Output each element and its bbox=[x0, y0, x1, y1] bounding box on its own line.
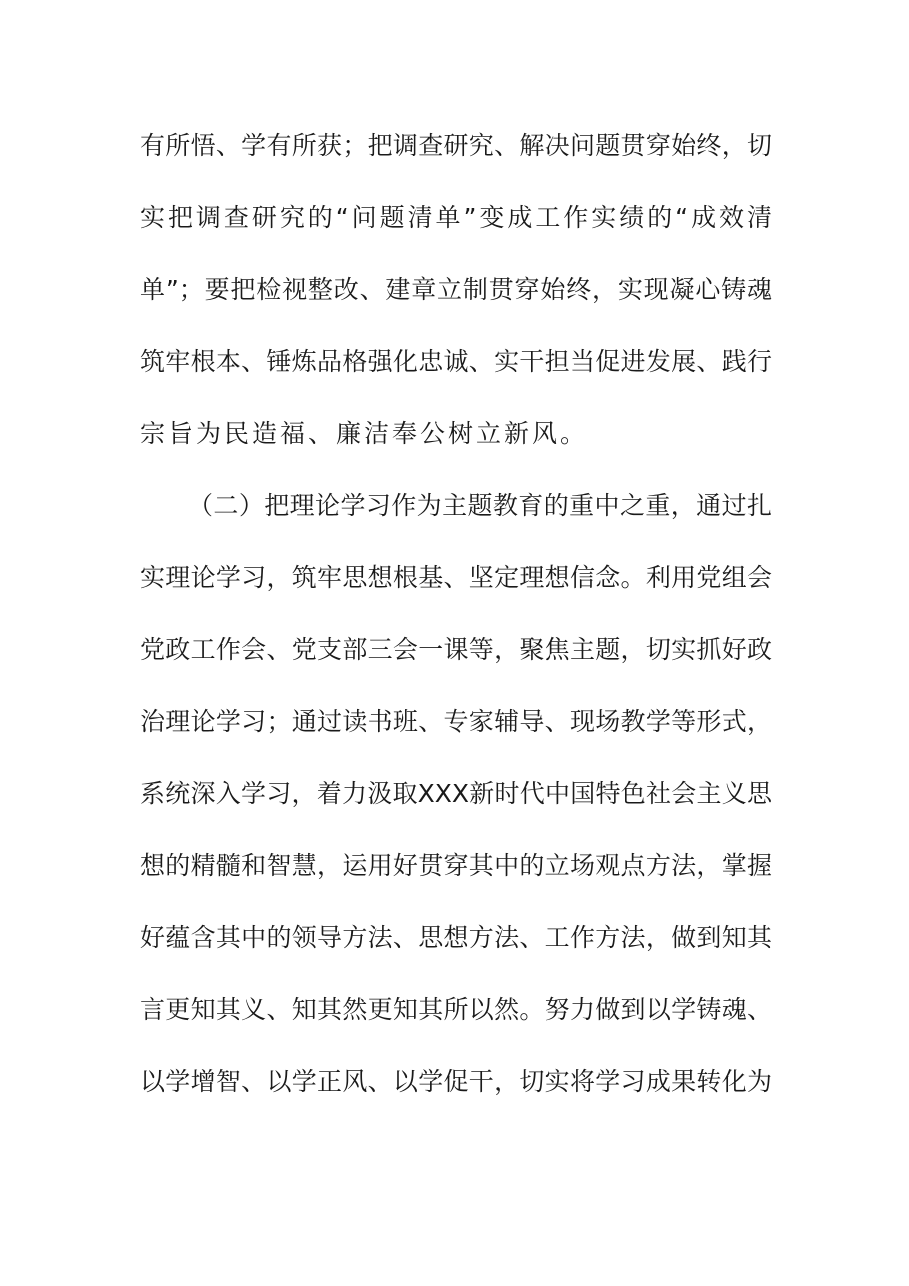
text-line: 筑牢根本、锤炼品格强化忠诚、实干担当促进发展、践行 bbox=[140, 347, 772, 376]
text-line: 单”；要把检视整改、建章立制贯穿始终，实现凝心铸魂 bbox=[140, 275, 772, 304]
text-line: 实理论学习，筑牢思想根基、坚定理想信念。利用党组会 bbox=[140, 563, 772, 592]
text-line: 想的精髓和智慧，运用好贯穿其中的立场观点方法，掌握 bbox=[140, 851, 772, 880]
text-line: 言更知其义、知其然更知其所以然。努力做到以学铸魂、 bbox=[140, 995, 772, 1024]
text-line: 治理论学习；通过读书班、专家辅导、现场教学等形式， bbox=[140, 707, 772, 736]
text-line: 党政工作会、党支部三会一课等，聚焦主题，切实抓好政 bbox=[140, 635, 772, 664]
text-line: 宗旨为民造福、廉洁奉公树立新风。 bbox=[140, 419, 589, 448]
text-line: 好蕴含其中的领导方法、思想方法、工作方法，做到知其 bbox=[140, 923, 772, 952]
text-line: （二）把理论学习作为主题教育的重中之重，通过扎 bbox=[188, 491, 772, 520]
text-line: 有所悟、学有所获；把调查研究、解决问题贯穿始终，切 bbox=[140, 131, 772, 160]
text-line: 以学增智、以学正风、以学促干，切实将学习成果转化为 bbox=[140, 1067, 772, 1096]
text-line: 系统深入学习，着力汲取XXX新时代中国特色社会主义思 bbox=[140, 779, 772, 808]
text-line: 实把调查研究的“问题清单”变成工作实绩的“成效清 bbox=[140, 203, 772, 232]
